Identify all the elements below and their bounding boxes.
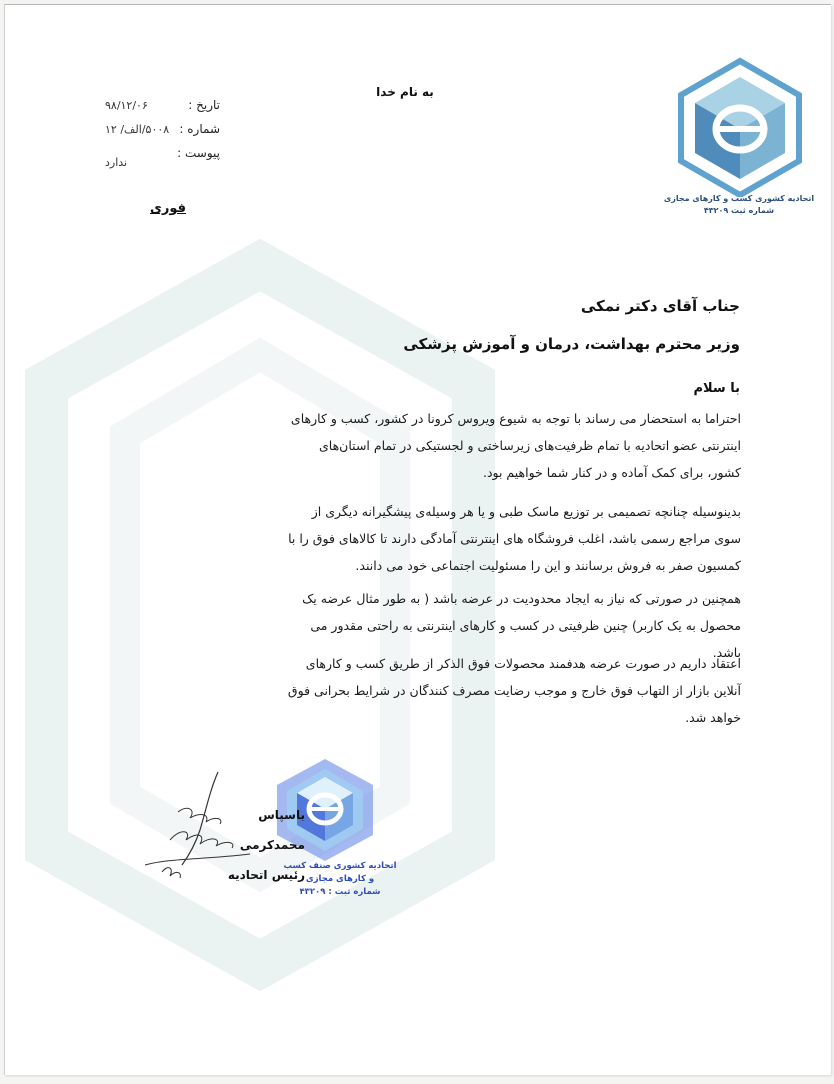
logo-caption-title: اتحادیه کشوری کسب و کارهای مجازی xyxy=(663,194,815,203)
greeting: با سلام xyxy=(693,381,740,396)
attachment-value: ندارد xyxy=(105,155,128,169)
paragraph-4: اعتقاد داریم در صورت عرضه هدفمند محصولات فوق الذکر از طریق کسب و کارهای آنلاین بازار از التهاب فوق خارج و موجب رضایت مصرف کنندگان در شرایط بحرانی فوق خواهد شد. xyxy=(287,656,741,725)
paragraph-1: احتراما به استحضار می رساند با توجه به شیوع ویروس کرونا در کشور، کسب و کارهای اینترنتی عضو اتحادیه با تمام ظرفیت‌های زیرساختی و لجستیکی در تمام استان‌های کشور، برای کمک آماده و در کنار شما خواهیم بود. xyxy=(290,411,741,480)
recipient-name: جناب آقای دکتر نمکی xyxy=(580,297,740,315)
seal-caption-registration: شماره ثبت : ۴۳۲۰۹ xyxy=(299,887,381,897)
logo-caption-registration: شماره ثبت ۴۳۲۰۹ xyxy=(703,206,775,215)
seal-caption xyxy=(280,860,400,899)
date-value: ۹۸/۱۲/۰۶ xyxy=(105,98,148,112)
meta-attachment-row xyxy=(105,141,220,169)
signature-title: رئیس اتحادیه xyxy=(227,868,305,882)
signature-closing: باسپاس xyxy=(258,808,305,822)
paragraph-2: بدینوسیله چنانچه تصمیمی بر توزیع ماسک طبی و یا هر وسیله‌ی پیشگیرانه دیگری از سوی مراجع رسمی باشد، اغلب فروشگاه های اینترنتی آمادگی دارند تا کالاهای فوق را با کمسیون صفر به فروش برسانند و این را مسئولیت اجتماعی خود می دانند. xyxy=(288,504,741,573)
meta-date-row xyxy=(105,93,220,117)
date-label: تاریخ : xyxy=(188,98,220,112)
seal-caption-title: اتحادیه کشوری صنف کسب و کارهای مجازی xyxy=(283,861,397,884)
meta-number-row xyxy=(105,117,220,141)
number-label: شماره : xyxy=(179,122,220,136)
recipient-title: وزیر محترم بهداشت، درمان و آموزش پزشکی xyxy=(403,335,740,353)
letter-meta xyxy=(105,93,220,169)
logo-caption xyxy=(639,193,831,217)
union-logo-icon xyxy=(675,57,805,197)
bismillah-heading: به نام خدا xyxy=(376,85,434,99)
signature-name: محمدکرمی xyxy=(239,838,305,852)
number-value: ۵۰۰۸/الف/ ۱۲ xyxy=(105,122,170,136)
letter-page xyxy=(4,4,831,1075)
urgent-label: فوری xyxy=(149,201,187,216)
paragraph-3: همچنین در صورتی که نیاز به ایجاد محدودیت در عرضه باشد ( به طور مثال عرضه یک محصول به یک کاربر) چنین ظرفیتی در کسب و کارهای اینترنتی به راحتی مقدور می باشد. xyxy=(302,591,741,660)
attachment-label: پیوست : xyxy=(177,146,220,160)
